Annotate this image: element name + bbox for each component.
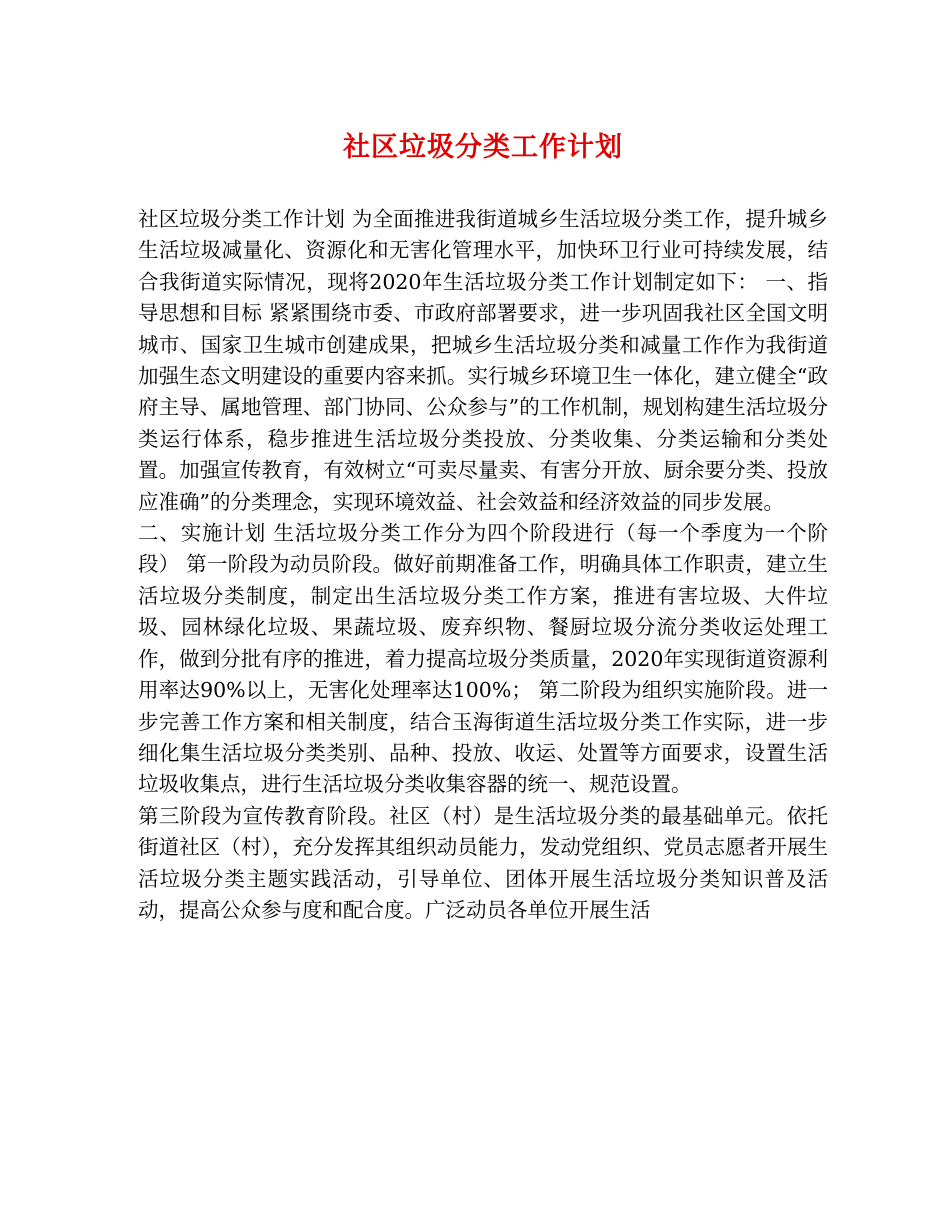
document-page xyxy=(138,120,828,926)
paragraph-implementation-plan: 二、实施计划 生活垃圾分类工作分为四个阶段进行（每一个季度为一个阶段） 第一阶段为动员阶段。做好前期准备工作，明确具体工作职责，建立生活垃圾分类制度，制定出生活垃圾分类工作方案，推进有害垃圾、大件垃圾、园林绿化垃圾、果蔬垃圾、废弃织物、餐厨垃圾分流分类收运处理工作，做到分批有序的推进，着力提高垃圾分类质量，2020年实现街道资源利用率达90%以上，无害化处理率达100%； 第二阶段为组织实施阶段。进一步完善工作方案和相关制度，结合玉海街道生活垃圾分类工作实际，进一步细化集生活垃圾分类类别、品种、投放、收运、处置等方面要求，设置生活垃圾收集点，进行生活垃圾分类收集容器的统一、规范设置。 xyxy=(138,521,828,797)
paragraph-phase-three: 第三阶段为宣传教育阶段。社区（村）是生活垃圾分类的最基础单元。依托街道社区（村），充分发挥其组织动员能力，发动党组织、党员志愿者开展生活垃圾分类主题实践活动，引导单位、团体开展生活垃圾分类知识普及活动，提高公众参与度和配合度。广泛动员各单位开展生活 xyxy=(138,803,828,922)
document-title: 社区垃圾分类工作计划 xyxy=(343,132,623,163)
document-body xyxy=(138,204,828,926)
paragraph-intro: 社区垃圾分类工作计划 为全面推进我街道城乡生活垃圾分类工作，提升城乡生活垃圾减量化、资源化和无害化管理水平，加快环卫行业可持续发展，结合我街道实际情况，现将2020年生活垃圾分类工作计划制定如下： 一、指导思想和目标 紧紧围绕市委、市政府部署要求，进一步巩固我社区全国文明城市、国家卫生城市创建成果，把城乡生活垃圾分类和减量工作作为我街道加强生态文明建设的重要内容来抓。实行城乡环境卫生一体化，建立健全“政府主导、属地管理、部门协同、公众参与”的工作机制，规划构建生活垃圾分类运行体系，稳步推进生活垃圾分类投放、分类收集、分类运输和分类处置。加强宣传教育，有效树立“可卖尽量卖、有害分开放、厨余要分类、投放应准确”的分类理念，实现环境效益、社会效益和经济效益的同步发展。 xyxy=(138,207,828,514)
